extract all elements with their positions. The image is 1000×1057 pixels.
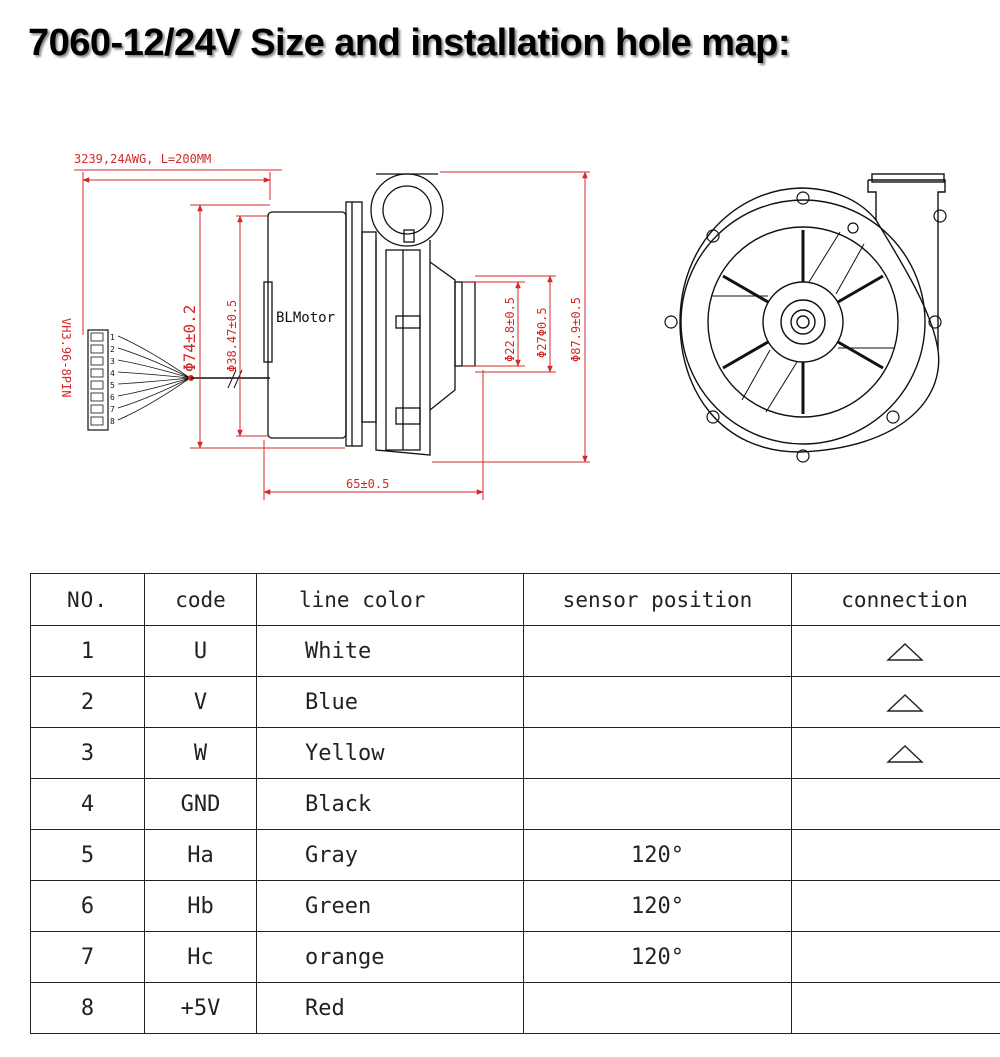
cell-no: 3 — [31, 728, 145, 779]
technical-drawing — [0, 130, 1000, 510]
cell-no: 8 — [31, 983, 145, 1034]
cell-sensor-position — [524, 983, 792, 1034]
svg-text:4: 4 — [110, 369, 115, 378]
side-view — [59, 152, 590, 500]
triangle-icon — [886, 744, 924, 764]
cell-line-color: Yellow — [257, 728, 524, 779]
cell-line-color: Black — [257, 779, 524, 830]
header-line-color: line color — [257, 574, 524, 626]
fan-housing-side — [371, 174, 475, 455]
cell-no: 6 — [31, 881, 145, 932]
cell-line-color: Gray — [257, 830, 524, 881]
cell-no: 5 — [31, 830, 145, 881]
cell-code: V — [145, 677, 257, 728]
cell-connection — [792, 728, 1000, 779]
cell-code: +5V — [145, 983, 257, 1034]
table-row — [31, 626, 1000, 677]
cell-no: 2 — [31, 677, 145, 728]
cell-line-color: Blue — [257, 677, 524, 728]
svg-text:2: 2 — [110, 345, 115, 354]
cell-connection — [792, 932, 1000, 983]
header-connection: connection — [792, 574, 1000, 626]
cell-line-color: Red — [257, 983, 524, 1034]
cell-sensor-position — [524, 626, 792, 677]
page-title: 7060-12/24V Size and installation hole map: — [28, 22, 790, 64]
svg-text:5: 5 — [110, 381, 115, 390]
table-row — [31, 677, 1000, 728]
dim-total-height: Φ87.9±0.5 — [569, 296, 583, 362]
table-row — [31, 932, 1000, 983]
dim-body-diameter: Φ38.47±0.5 — [225, 299, 239, 372]
connector-label: VH3.96-8PIN — [59, 318, 73, 398]
svg-text:3: 3 — [110, 357, 115, 366]
table-row — [31, 779, 1000, 830]
cell-connection — [792, 626, 1000, 677]
cell-code: Ha — [145, 830, 257, 881]
table-row — [31, 881, 1000, 932]
cell-connection — [792, 779, 1000, 830]
triangle-icon — [886, 642, 924, 662]
cell-line-color: White — [257, 626, 524, 677]
cell-code: W — [145, 728, 257, 779]
triangle-icon — [886, 693, 924, 713]
cell-code: U — [145, 626, 257, 677]
cell-line-color: Green — [257, 881, 524, 932]
cell-no: 1 — [31, 626, 145, 677]
cell-sensor-position: 120° — [524, 830, 792, 881]
table-row — [31, 728, 1000, 779]
connector-body — [88, 330, 270, 430]
front-view — [665, 174, 946, 462]
dim-length: 65±0.5 — [346, 477, 390, 491]
header-code: code — [145, 574, 257, 626]
table-row — [31, 830, 1000, 881]
dim-motor-diameter: Φ74±0.2 — [180, 304, 199, 372]
svg-text:1: 1 — [110, 333, 115, 342]
header-sensor-position: sensor position — [524, 574, 792, 626]
cell-connection — [792, 983, 1000, 1034]
cell-no: 4 — [31, 779, 145, 830]
cell-connection — [792, 830, 1000, 881]
cell-sensor-position: 120° — [524, 932, 792, 983]
cell-sensor-position — [524, 677, 792, 728]
cable-spec-label: 3239,24AWG, L=200MM — [74, 152, 212, 166]
motor-label: BLMotor — [276, 310, 336, 326]
cell-no: 7 — [31, 932, 145, 983]
cell-line-color: orange — [257, 932, 524, 983]
table-header-row — [31, 574, 1000, 626]
cell-connection — [792, 677, 1000, 728]
svg-text:8: 8 — [110, 417, 115, 426]
cell-sensor-position — [524, 728, 792, 779]
svg-text:6: 6 — [110, 393, 115, 402]
table-row — [31, 983, 1000, 1034]
pinout-table — [30, 573, 1000, 1034]
cell-sensor-position — [524, 779, 792, 830]
cell-connection — [792, 881, 1000, 932]
cell-code: Hc — [145, 932, 257, 983]
header-no: NO. — [31, 574, 145, 626]
cell-code: GND — [145, 779, 257, 830]
dim-outlet-inner: Φ22.8±0.5 — [503, 296, 517, 362]
svg-text:7: 7 — [110, 405, 115, 414]
dim-outlet-outer: Φ27Φ0.5 — [535, 307, 549, 358]
cell-sensor-position: 120° — [524, 881, 792, 932]
cell-code: Hb — [145, 881, 257, 932]
